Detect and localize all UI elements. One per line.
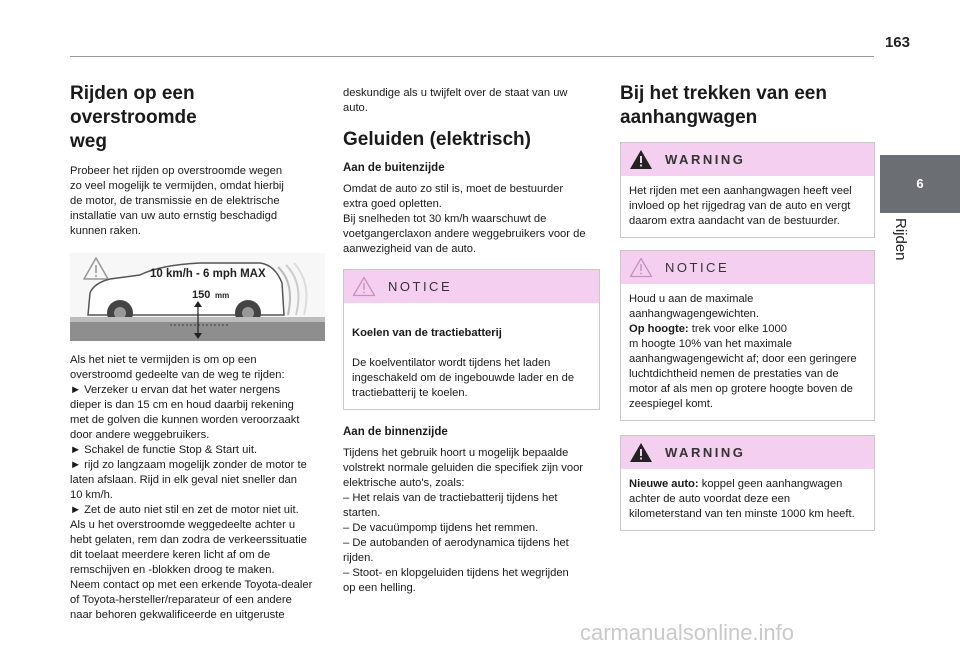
flooded-road-illustration	[70, 253, 325, 341]
page-number: 163	[884, 34, 910, 51]
column-flooded-road	[70, 82, 325, 623]
notice-body	[344, 303, 599, 409]
warning-box-new-car	[620, 435, 875, 531]
title-line-1: Rijden op een overstroomde	[70, 83, 197, 128]
warning-triangle-icon	[352, 276, 376, 297]
depth-unit-label: mm	[215, 291, 230, 300]
column-sounds	[343, 86, 600, 596]
section-title-flooded-road	[70, 82, 325, 154]
notice-heading: Koelen van de tractiebatterij	[352, 327, 502, 339]
notice-text-1: Houd u aan de maximale aanhangwagengewichten.	[629, 293, 760, 320]
warning-box-trailer-handling	[620, 142, 875, 238]
continuation-text: deskundige als u twijfelt over de staat van uw auto.	[343, 87, 568, 114]
flooded-road-instructions: Als het niet te vermijden is om op een overstroomd gedeelte van de weg te rijden: ► Verzeker u ervan dat het water nergens dieper is dan 15 cm en houd daarbij rekening met de golven die kunnen worden veroorzaakt door andere weggebruikers. ► Schakel de functie Stop & Start uit. ► rijd zo langzaam mogelijk zonder de motor te laten afslaan. Rijd in elk geval niet sneller dan 10 km/h. ► Zet de auto niet stil en zet de motor niet uit. Als u het overstroomde weggedeelte achter u hebt gelaten, rem dan zodra de verkeerssituatie dit toelaat meerdere keren licht af om de remschijven en -blokken droog te maken. Neem contact op met een erkende Toyota-dealer of Toyota-hersteller/reparateur of een andere naar behoren gekwalificeerde en uitgeruste	[70, 354, 313, 621]
notice-title: NOTICE	[665, 260, 730, 275]
notice-text: De koelventilator wordt tijdens het laden ingeschakeld om de ingebouwde lader en de tractiebatterij te koelen.	[352, 357, 575, 399]
warning-header	[621, 436, 874, 469]
warning-triangle-icon	[629, 149, 653, 170]
warning-text: koppel geen aanhangwagen achter de auto voordat deze een kilometerstand van ten minste 1000 km heeft.	[629, 478, 855, 520]
warning-triangle-icon	[629, 442, 653, 463]
warning-body	[621, 469, 874, 530]
notice-box-trailer-weights	[620, 250, 875, 421]
subheading-inside: Aan de binnenzijde	[343, 426, 448, 438]
chapter-label-wrap	[889, 218, 913, 278]
subheading-outside: Aan de buitenzijde	[343, 162, 445, 174]
notice-header	[621, 251, 874, 284]
title-line-2: weg	[70, 131, 107, 152]
notice-bold-label: Op hoogte:	[629, 323, 689, 335]
warning-bold-label: Nieuwe auto:	[629, 478, 699, 490]
header-divider	[70, 56, 874, 57]
car-in-water-illustration	[70, 253, 325, 341]
column-trailer	[620, 82, 875, 531]
warning-body: Het rijden met een aanhangwagen heeft veel invloed op het rijgedrag van de auto en vergt daarom extra aandacht van de bestuurder.	[629, 185, 852, 227]
trailer-title-line-1: Bij het trekken van een	[620, 83, 827, 104]
section-title-trailer	[620, 82, 875, 130]
watermark: carmanualsonline.info	[580, 620, 795, 645]
warning-triangle-icon	[629, 257, 653, 278]
trailer-title-line-2: aanhangwagen	[620, 107, 758, 128]
notice-title: NOTICE	[388, 279, 453, 294]
notice-body	[621, 284, 874, 420]
notice-box-battery-cooling	[343, 269, 600, 410]
depth-label: 150	[192, 289, 211, 301]
notice-header	[344, 270, 599, 303]
section-title-sounds: Geluiden (elektrisch)	[343, 129, 531, 150]
warning-title: WARNING	[665, 445, 746, 460]
outside-text: Omdat de auto zo stil is, moet de bestuurder extra goed opletten. Bij snelheden tot 30 km/h waarschuwt de voetgangerclaxon andere weggebruikers voor de aanwezigheid van de auto.	[343, 183, 586, 255]
inside-text: Tijdens het gebruik hoort u mogelijk bepaalde volstrekt normale geluiden die specifiek zijn voor elektrische auto's, zoals: – Het relais van de tractiebatterij tijdens het starten. – De vacuümpomp tijdens het remmen. – De autobanden of aerodynamica tijdens het rijden. – Stoot- en klopgeluiden tijdens het wegrijden op een helling.	[343, 447, 584, 594]
chapter-label: Rijden	[892, 218, 909, 261]
warning-title: WARNING	[665, 152, 746, 167]
warning-header	[621, 143, 874, 176]
speed-limit-label: 10 km/h - 6 mph MAX	[150, 268, 266, 280]
flooded-road-intro: Probeer het rijden op overstroomde wegen zo veel mogelijk te vermijden, omdat hierbij de motor, de transmissie en de elektrische installatie van uw auto ernstig beschadigd kunnen raken.	[70, 165, 284, 237]
notice-text-2: trek voor elke 1000 m hoogte 10% van het maximale aanhangwagengewicht af; door een geringere luchtdichtheid nemen de prestaties van de motor af als men op grotere hoogte boven de zeespiegel komt.	[629, 323, 857, 410]
chapter-tab[interactable]: 6	[880, 155, 960, 213]
